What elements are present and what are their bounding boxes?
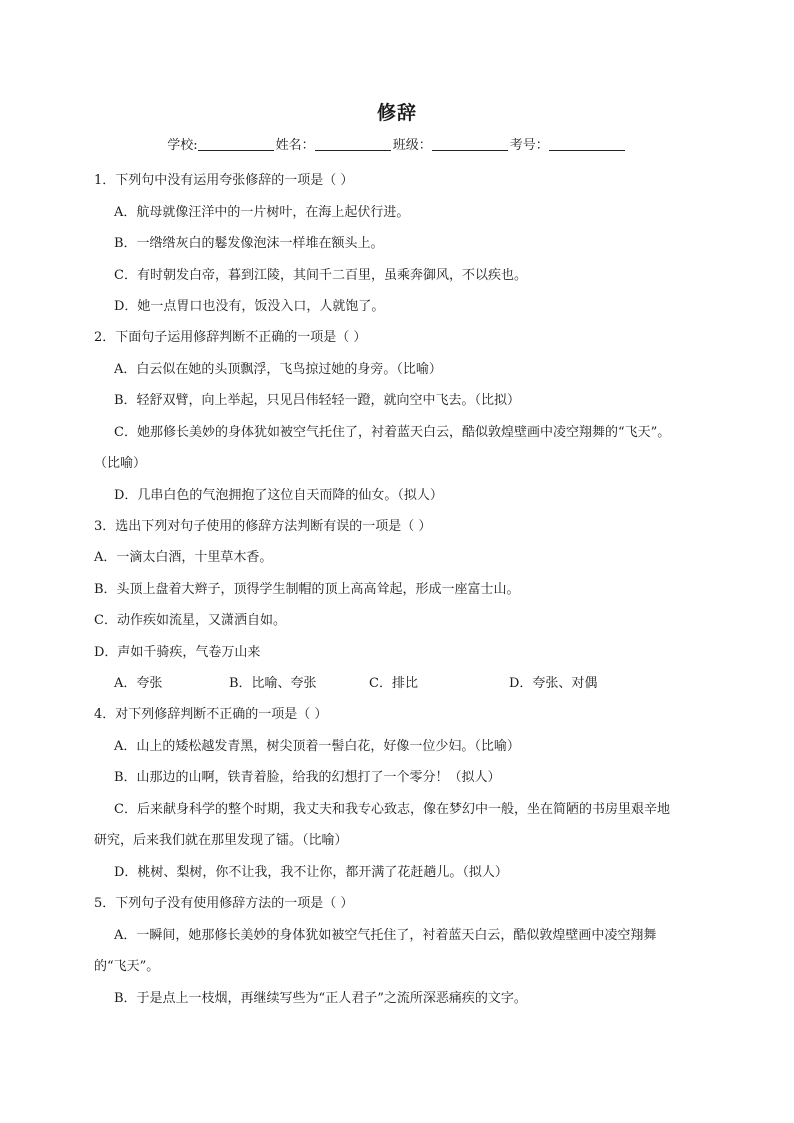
question-1-option-a: A．航母就像汪洋中的一片树叶，在海上起伏行进。 (114, 205, 410, 220)
question-4-stem: 4．对下列修辞判断不正确的一项是（ ） (94, 707, 328, 722)
question-3-sentence-c: C．动作疾如流星，又潇洒自如。 (94, 613, 286, 628)
question-4-option-d: D．桃树、梨树，你不让我，我不让你，都开满了花赶趟儿。（拟人） (114, 865, 508, 880)
question-3-sentence-b: B．头顶上盘着大辫子，顶得学生制帽的顶上高高耸起，形成一座富士山。 (94, 582, 520, 597)
question-3-choice-b: B．比喻、夸张 (229, 676, 317, 691)
question-5-option-a: A．一瞬间，她那修长美妙的身体犹如被空气托住了，衬着蓝天白云，酷似敦煌壁画中凌空翔舞 (114, 928, 657, 943)
question-2-option-b: B．轻舒双臂，向上举起，只见吕伟轻轻一蹬，就向空中飞去。（比拟） (114, 393, 521, 408)
question-3-sentence-a: A．一滴太白酒，十里草木香。 (94, 550, 273, 565)
question-1-option-c: C．有时朝发白帝，暮到江陵，其间千二百里，虽乘奔御风，不以疾也。 (114, 268, 527, 283)
question-2-option-c-continued: （比喻） (94, 456, 147, 471)
name-blank (315, 150, 391, 151)
school-field (167, 134, 275, 153)
number-field (510, 134, 627, 153)
school-blank (198, 150, 274, 151)
question-2-option-d: D．几串白色的气泡拥抱了这位自天而降的仙女。（拟人） (114, 488, 443, 503)
class-label: 班级： (392, 138, 432, 153)
question-3-choice-c: C．排比 (369, 676, 418, 691)
question-4-option-c-continued: 研究，后来我们就在那里发现了镭。（比喻） (94, 833, 348, 848)
question-1-stem: 1．下列句中没有运用夸张修辞的一项是（ ） (94, 173, 354, 188)
question-4-option-b: B．山那边的山啊，铁青着脸，给我的幻想打了一个零分！（拟人） (114, 770, 501, 785)
question-4-option-a: A．山上的矮松越发青黑，树尖顶着一髻白花，好像一位少妇。（比喻） (114, 739, 520, 754)
student-info-row (0, 134, 794, 153)
question-2-option-a: A．白云似在她的头顶飘浮，飞鸟掠过她的身旁。（比喻） (114, 362, 442, 377)
name-field (276, 134, 393, 153)
question-2-option-c: C．她那修长美妙的身体犹如被空气托住了，衬着蓝天白云，酷似敦煌壁画中凌空翔舞的“飞天”。 (114, 425, 671, 440)
question-5-stem: 5．下列句子没有使用修辞方法的一项是（ ） (94, 896, 354, 911)
question-1-option-d: D．她一点胃口也没有，饭没入口，人就饱了。 (114, 299, 385, 314)
number-label: 考号： (509, 138, 549, 153)
name-label: 姓名： (275, 138, 315, 153)
school-label: 学校: (167, 138, 198, 153)
question-1-option-b: B．一绺绺灰白的鬈发像泡沫一样堆在额头上。 (114, 236, 384, 251)
class-field (393, 134, 510, 153)
question-3-stem: 3．选出下列对句子使用的修辞方法判断有误的一项是（ ） (94, 519, 432, 534)
question-2-stem: 2．下面句子运用修辞判断不正确的一项是（ ） (94, 330, 367, 345)
page-title: 修辞 (376, 102, 417, 124)
question-3-choices (114, 675, 597, 693)
number-blank (549, 150, 625, 151)
question-3-sentence-d: D．声如千骑疾，气卷万山来 (94, 645, 261, 660)
question-3-choice-a: A．夸张 (114, 676, 163, 691)
question-3-choice-d: D．夸张、对偶 (509, 676, 598, 691)
question-5-option-a-continued: 的“飞天”。 (94, 959, 160, 974)
question-4-option-c: C．后来献身科学的整个时期，我丈夫和我专心致志，像在梦幻中一般，坐在简陋的书房里艰辛地 (114, 802, 670, 817)
question-5-option-b: B．于是点上一枝烟，再继续写些为“正人君子”之流所深恶痛疾的文字。 (114, 991, 527, 1006)
class-blank (432, 150, 508, 151)
